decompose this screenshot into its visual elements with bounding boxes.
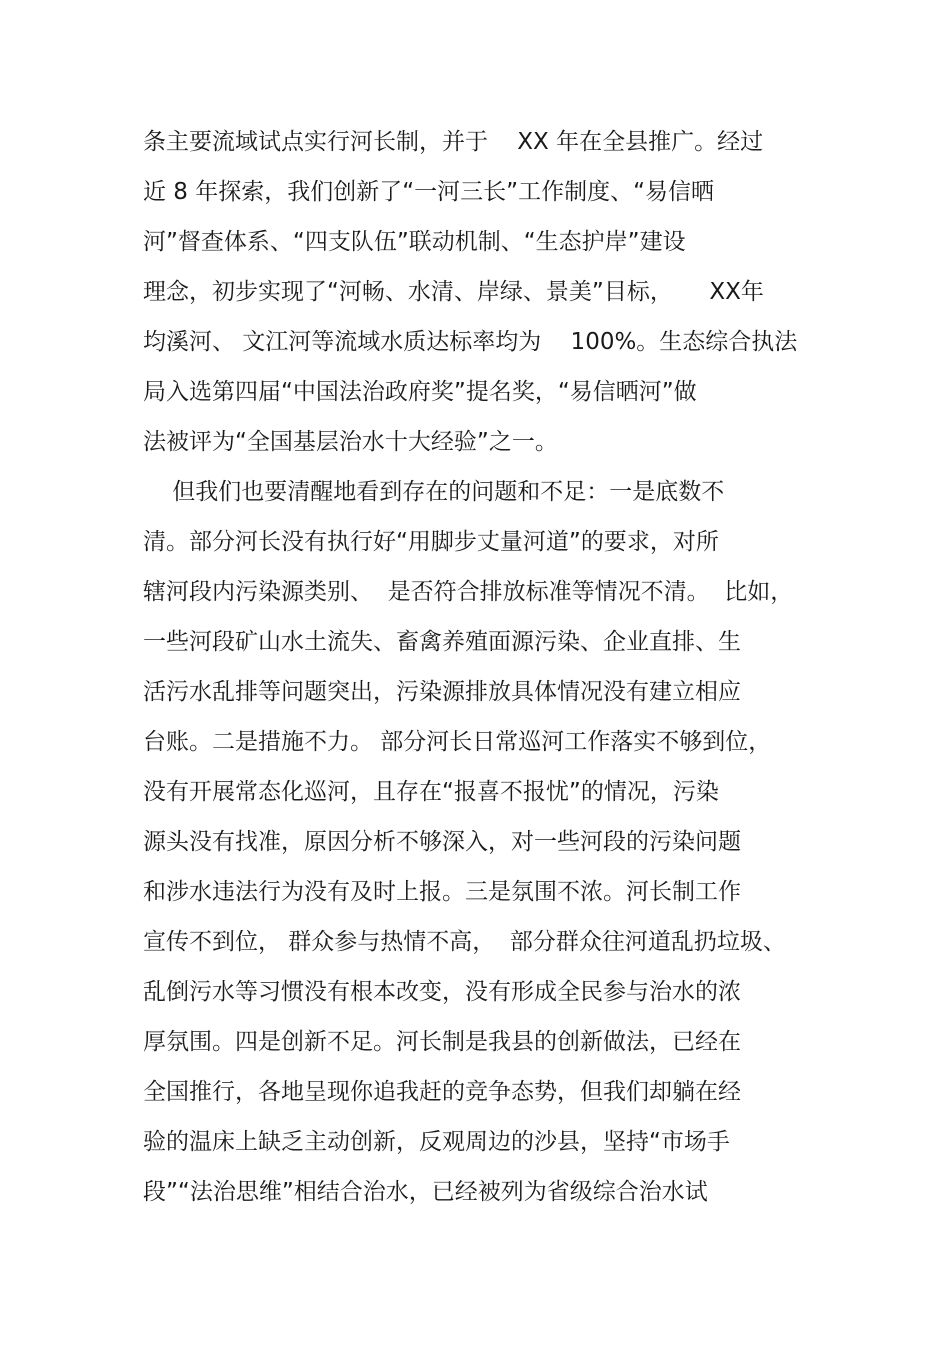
- text-line: 活污水乱排等问题突出，污染源排放具体情况没有建立相应: [143, 679, 741, 705]
- text-line: 乱倒污水等习惯没有根本改变，没有形成全民参与治水的浓: [143, 979, 741, 1005]
- text-line: 清。部分河长没有执行好“用脚步丈量河道”的要求，对所: [143, 529, 719, 555]
- text-line: 台账。二是措施不力。 部分河长日常巡河工作落实不够到位，: [143, 729, 772, 755]
- body-text: [143, 120, 823, 1220]
- text-line: 一些河段矿山水土流失、畜禽养殖面源污染、企业直排、生: [143, 629, 741, 655]
- text-line: 段”“法治思维”相结合治水，已经被列为省级综合治水试: [143, 1179, 708, 1205]
- text-line: 近 8 年探索，我们创新了“一河三长”工作制度、“易信晒: [143, 179, 715, 205]
- text-line: 辖河段内污染源类别、 是否符合排放标准等情况不清。 比如，: [143, 579, 794, 605]
- text-line: 河”督查体系、“四支队伍”联动机制、“生态护岸”建设: [143, 229, 686, 255]
- text-line: 没有开展常态化巡河，且存在“报喜不报忧”的情况，污染: [143, 779, 719, 805]
- text-line: 均溪河、 文江河等流域水质达标率均为 100%。生态综合执法: [143, 329, 798, 355]
- text-line: 条主要流域试点实行河长制，并于 XX 年在全县推广。经过: [143, 129, 764, 155]
- text-line: 厚氛围。四是创新不足。河长制是我县的创新做法，已经在: [143, 1029, 741, 1055]
- paragraph-start-line: 但我们也要清醒地看到存在的问题和不足：一是底数不: [143, 479, 725, 505]
- text-line: 法被评为“全国基层治水十大经验”之一。: [143, 429, 558, 455]
- text-line: 源头没有找准，原因分析不够深入，对一些河段的污染问题: [143, 829, 741, 855]
- text-line: 全国推行，各地呈现你追我赶的竞争态势，但我们却躺在经: [143, 1079, 741, 1105]
- text-line: 验的温床上缺乏主动创新，反观周边的沙县，坚持“市场手: [143, 1129, 730, 1155]
- text-line: 理念，初步实现了“河畅、水清、岸绿、景美”目标， XX年: [143, 279, 764, 305]
- text-line: 局入选第四届“中国法治政府奖”提名奖，“易信晒河”做: [143, 379, 697, 405]
- text-line: 和涉水违法行为没有及时上报。三是氛围不浓。河长制工作: [143, 879, 741, 905]
- text-line: 宣传不到位， 群众参与热情不高， 部分群众往河道乱扔垃圾、: [143, 929, 786, 955]
